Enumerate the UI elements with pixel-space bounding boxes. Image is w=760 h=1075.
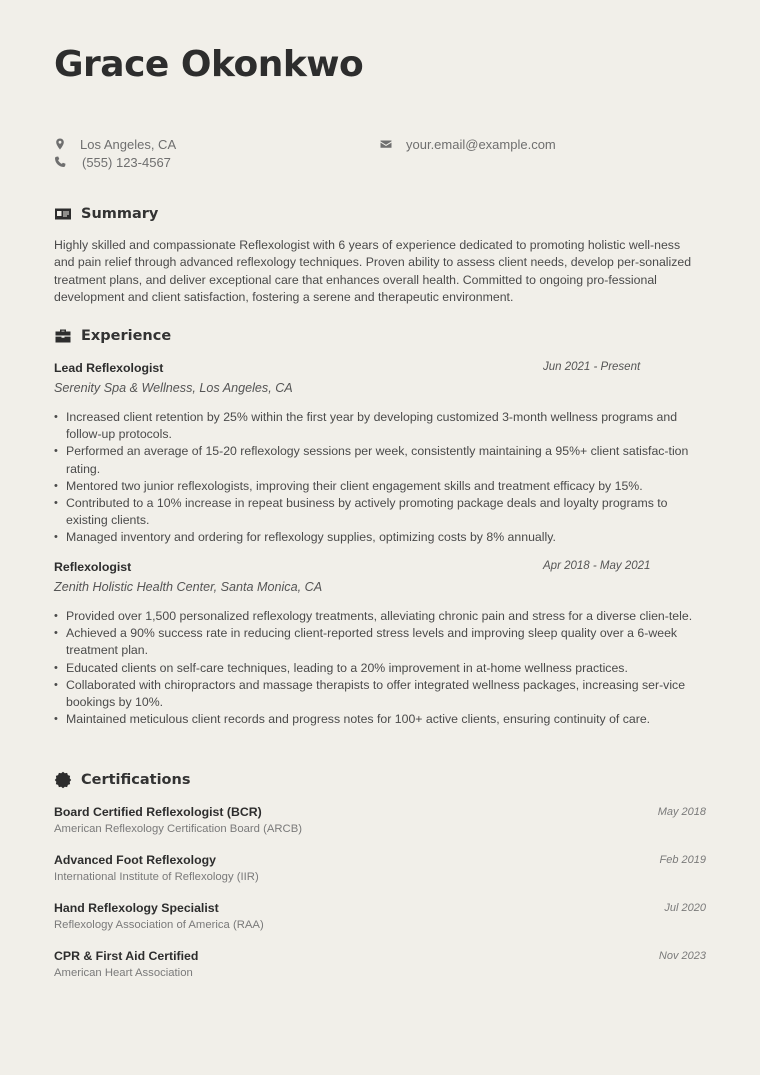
- contact-location: [54, 135, 176, 153]
- cert-name: Board Certified Reflexologist (BCR): [54, 805, 262, 819]
- cert-date: May 2018: [657, 806, 706, 818]
- cert-date: Feb 2019: [659, 854, 706, 866]
- bullet-item: • Collaborated with chiropractors and massage therapists to offer integrated wellness packages, increasing ser-vice bookings by 10%.: [54, 677, 704, 711]
- certifications-heading: [54, 771, 190, 789]
- certification-item: [54, 901, 706, 931]
- cert-date: Jul 2020: [664, 902, 706, 914]
- bullet-item: • Managed inventory and ordering for reflexology supplies, optimizing costs by 8% annually.: [54, 529, 704, 546]
- briefcase-icon: [54, 327, 72, 345]
- job-title: Lead Reflexologist: [54, 361, 164, 375]
- cert-issuer: International Institute of Reflexology (IIR): [54, 871, 259, 883]
- email-text[interactable]: your.email@example.com: [406, 136, 556, 152]
- phone-icon: [54, 156, 66, 168]
- location-text: Los Angeles, CA: [80, 136, 177, 152]
- bullet-item: • Increased client retention by 25% within the first year by developing customized 3-month wellness programs and follow-up protocols.: [54, 409, 704, 443]
- cert-name: CPR & First Aid Certified: [54, 949, 199, 963]
- summary-title: Summary: [81, 206, 159, 222]
- contact-email: [380, 135, 556, 153]
- certification-item: [54, 805, 706, 835]
- job-company: Zenith Holistic Health Center, Santa Monica, CA: [54, 580, 323, 594]
- job-title: Reflexologist: [54, 560, 132, 574]
- bullet-item: • Mentored two junior reflexologists, improving their client engagement skills and treatment efficacy by 15%.: [54, 478, 704, 495]
- bullet-item: • Performed an average of 15-20 reflexology sessions per week, consistently maintaining a 95%+ client satisfac-tion rating.: [54, 443, 704, 477]
- certification-item: [54, 949, 706, 979]
- certificate-badge-icon: [54, 771, 72, 789]
- bullet-item: • Contributed to a 10% increase in repeat business by actively promoting package deals and loyalty programs to existing clients.: [54, 495, 704, 529]
- cert-date: Nov 2023: [658, 950, 706, 962]
- certifications-title: Certifications: [81, 772, 191, 788]
- contact-right: [380, 135, 556, 153]
- id-card-icon: [54, 205, 72, 223]
- envelope-icon: [380, 138, 392, 150]
- job-bullets: [54, 608, 704, 728]
- experience-heading: [54, 327, 171, 345]
- bullet-item: • Provided over 1,500 personalized reflexology treatments, alleviating chronic pain and stress for a diverse clien-tele.: [54, 608, 704, 625]
- phone-text: (555) 123-4567: [82, 154, 171, 170]
- contact-left: [54, 135, 176, 171]
- job-bullets: [54, 409, 704, 547]
- contact-phone: [54, 153, 176, 171]
- cert-issuer: Reflexology Association of America (RAA): [54, 919, 264, 931]
- cert-issuer: American Reflexology Certification Board (ARCB): [54, 823, 302, 835]
- bullet-item: • Maintained meticulous client records and progress notes for 100+ active clients, ensuring continuity of care.: [54, 711, 704, 728]
- job-entry: [54, 560, 704, 728]
- cert-name: Advanced Foot Reflexology: [54, 853, 216, 867]
- map-pin-icon: [54, 138, 66, 150]
- job-date: Apr 2018 - May 2021: [543, 560, 651, 572]
- candidate-name: Grace Okonkwo: [54, 44, 364, 85]
- summary-text: Highly skilled and compassionate Reflexologist with 6 years of experience dedicated to promoting holistic well-ness and pain relief through advanced reflexology techniques. Proven ability to assess client needs, develop per-sonalized treatment plans, and deliver exceptional care that enhances overall health. Committed to ongoing pro-fessional development and client satisfaction, fostering a serene and therapeutic environment.: [54, 238, 692, 305]
- job-date: Jun 2021 - Present: [543, 361, 641, 373]
- cert-issuer: American Heart Association: [54, 967, 193, 979]
- experience-title: Experience: [81, 328, 172, 344]
- summary-heading: [54, 205, 158, 223]
- job-entry: [54, 361, 704, 547]
- cert-name: Hand Reflexology Specialist: [54, 901, 219, 915]
- bullet-item: • Educated clients on self-care techniques, leading to a 20% improvement in at-home wellness practices.: [54, 660, 704, 677]
- certification-item: [54, 853, 706, 883]
- bullet-item: • Achieved a 90% success rate in reducing client-reported stress levels and improving sleep quality over a 6-week treatment plan.: [54, 625, 704, 659]
- job-company: Serenity Spa & Wellness, Los Angeles, CA: [54, 381, 293, 395]
